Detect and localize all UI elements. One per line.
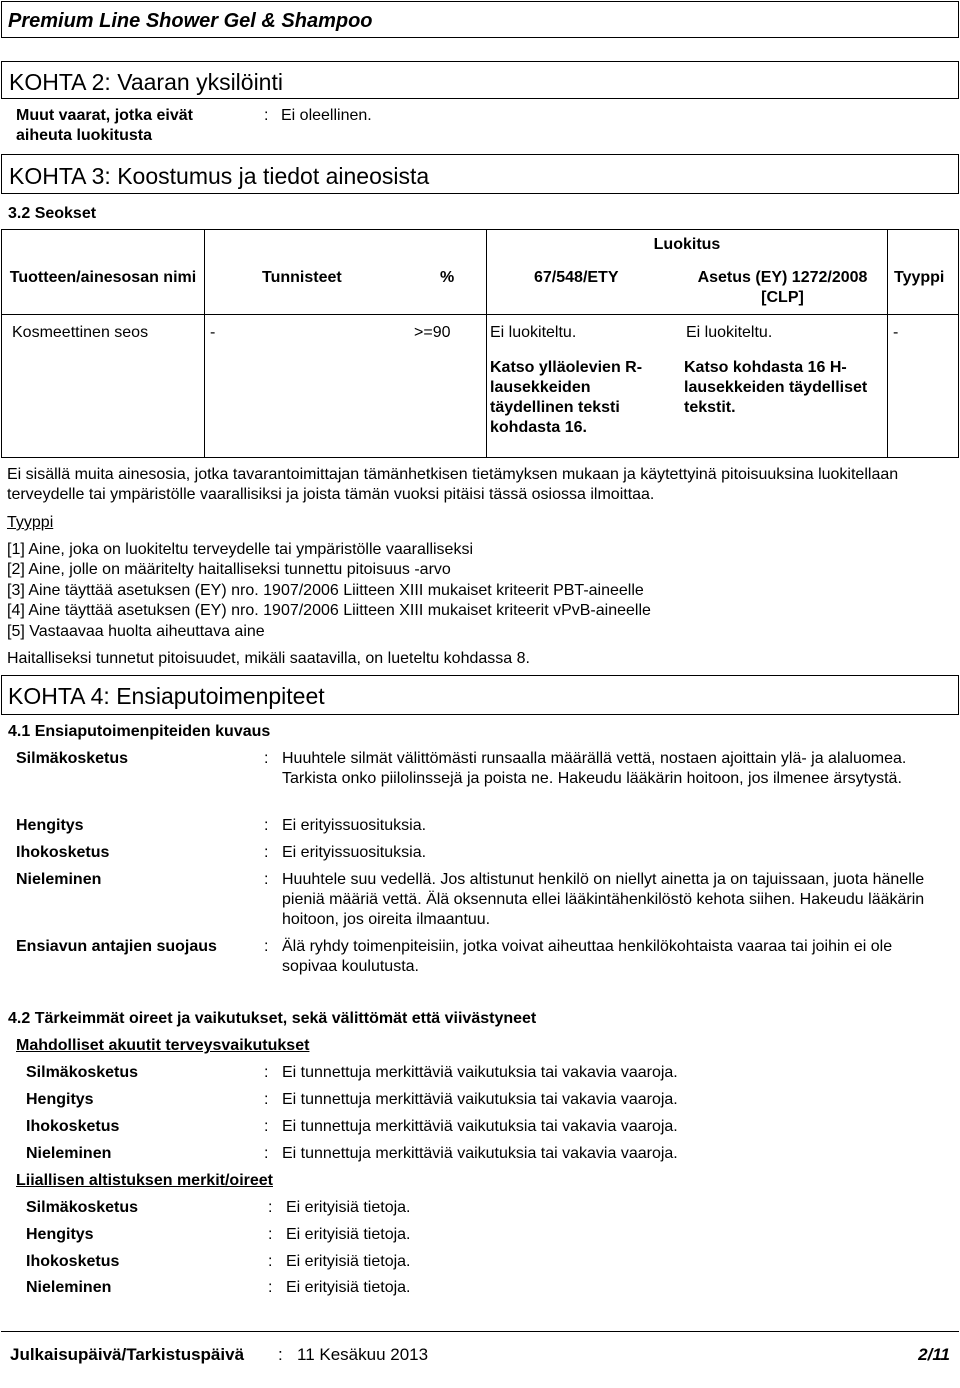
header-bar — [1, 1, 959, 38]
page-number: 2/11 — [918, 1345, 950, 1364]
type-list-item: [1] Aine, joka on luokiteltu terveydelle tai ympäristölle vaaralliseksi — [7, 541, 474, 558]
over-label-ingestion: Nieleminen — [26, 1279, 112, 1296]
acute-colon: : — [264, 1091, 269, 1108]
table-bottom-line — [1, 457, 959, 458]
acute-value-eye: Ei tunnettuja merkittäviä vaikutuksia tai vakavia vaaroja. — [282, 1064, 678, 1081]
type-list-item: [2] Aine, jolle on määritelty haitalliseksi tunnettu pitoisuus -arvo — [7, 561, 451, 578]
document-title: Premium Line Shower Gel & Shampoo — [8, 10, 373, 32]
other-hazards-colon: : — [264, 107, 269, 124]
section2-heading-box — [1, 61, 959, 99]
section4-2-subtitle: 4.2 Tärkeimmät oireet ja vaikutukset, sekä välittömät että viivästyneet — [8, 1010, 537, 1027]
firstaid-value-ingestion: Huuhtele suu vedellä. Jos altistunut henkilö on niellyt ainetta ja on tajuissaan, juota hänelle pieniä määriä vettä. Älä oksennuta ellei lääkintähenkilöstö kehota siihen. Hakeudu lääkärin hoitoon, jos oireita ilmaantuu. — [282, 871, 925, 928]
acute-value-ingestion: Ei tunnettuja merkittäviä vaikutuksia tai vakavia vaaroja. — [282, 1145, 678, 1162]
over-colon: : — [268, 1199, 273, 1216]
acute-value-skin: Ei tunnettuja merkittäviä vaikutuksia tai vakavia vaaroja. — [282, 1118, 678, 1135]
section3-title: KOHTA 3: Koostumus ja tiedot aineosista — [9, 163, 430, 189]
over-value-eye: Ei erityisiä tietoja. — [286, 1199, 411, 1216]
firstaid-value-eye: Huuhtele silmät välittömästi runsaalla määrällä vettä, nostaen ajoittain ylä- ja alaluomea. Tarkista onko piilolinssejä ja poista ne. Hakeudu lääkärin hoitoon, jos ilmenee ärsytystä. — [282, 750, 907, 787]
table-header-percent: % — [440, 269, 455, 286]
over-colon: : — [268, 1279, 273, 1296]
table-header-identifiers: Tunnisteet — [262, 269, 342, 286]
firstaid-colon: : — [264, 871, 269, 888]
section4-title: KOHTA 4: Ensiaputoimenpiteet — [8, 683, 325, 709]
acute-label-ingestion: Nieleminen — [26, 1145, 112, 1162]
overexposure-heading: Liiallisen altistuksen merkit/oireet — [16, 1172, 273, 1189]
footer-colon: : — [278, 1345, 283, 1364]
firstaid-label-rescuers: Ensiavun antajien suojaus — [16, 938, 217, 955]
table-note-clp: Katso kohdasta 16 H-lausekkeiden täydelliset tekstit. — [684, 359, 868, 416]
composition-paragraph: Ei sisällä muita ainesosia, jotka tavarantoimittajan tämänhetkisen tietämyksen mukaan ja käytettyinä pitoisuuksina luokitellaan terveydelle tai ympäristölle vaarallisiksi ja joista tämän vuoksi pitäisi tässä osiossa ilmoittaa. — [7, 466, 899, 503]
table-left-line — [1, 229, 2, 458]
firstaid-colon: : — [264, 844, 269, 861]
type-heading: Tyyppi — [7, 514, 54, 531]
firstaid-label-ingestion: Nieleminen — [16, 871, 102, 888]
type-list-item: [4] Aine täyttää asetuksen (EY) nro. 1907/2006 Liitteen XIII mukaiset kriteerit vPvB-aineelle — [7, 602, 651, 619]
acute-colon: : — [264, 1118, 269, 1135]
acute-effects-heading: Mahdolliset akuutit terveysvaikutukset — [16, 1037, 310, 1054]
table-header-name: Tuotteen/ainesosan nimi — [9, 269, 197, 286]
over-value-ingestion: Ei erityisiä tietoja. — [286, 1279, 411, 1296]
table-header-dsd: 67/548/ETY — [534, 269, 619, 286]
over-colon: : — [268, 1253, 273, 1270]
table-row-percent: >=90 — [414, 324, 451, 341]
over-label-eye: Silmäkosketus — [26, 1199, 139, 1216]
firstaid-value-inhalation: Ei erityissuosituksia. — [282, 817, 427, 834]
firstaid-value-skin: Ei erityissuosituksia. — [282, 844, 427, 861]
table-row-identifiers: - — [210, 324, 216, 341]
type-list-item: [3] Aine täyttää asetuksen (EY) nro. 1907/2006 Liitteen XIII mukaiset kriteerit PBT-aineelle — [7, 582, 644, 599]
table-header-type: Tyyppi — [894, 269, 945, 286]
table-right-line — [958, 229, 959, 458]
other-hazards-value: Ei oleellinen. — [281, 107, 372, 124]
limits-note: Haitalliseksi tunnetut pitoisuudet, mikäli saatavilla, on lueteltu kohdassa 8. — [7, 650, 530, 667]
over-value-skin: Ei erityisiä tietoja. — [286, 1253, 411, 1270]
table-row-clp: Ei luokiteltu. — [686, 324, 773, 341]
table-note-dsd: Katso ylläolevien R-lausekkeiden täydellinen teksti kohdasta 16. — [490, 359, 643, 436]
acute-colon: : — [264, 1064, 269, 1081]
acute-value-inhalation: Ei tunnettuja merkittäviä vaikutuksia tai vakavia vaaroja. — [282, 1091, 678, 1108]
over-colon: : — [268, 1226, 273, 1243]
table-row-name: Kosmeettinen seos — [12, 324, 149, 341]
table-col-divider — [204, 229, 205, 458]
section3-heading-box — [1, 154, 959, 194]
table-col-divider — [887, 229, 888, 458]
acute-label-inhalation: Hengitys — [26, 1091, 94, 1108]
firstaid-colon: : — [264, 938, 269, 955]
table-top-line — [1, 229, 959, 230]
acute-label-eye: Silmäkosketus — [26, 1064, 139, 1081]
firstaid-colon: : — [264, 817, 269, 834]
over-value-inhalation: Ei erityisiä tietoja. — [286, 1226, 411, 1243]
table-header-clp: Asetus (EY) 1272/2008 [CLP] — [697, 269, 868, 306]
table-header-classification: Luokitus — [653, 236, 721, 253]
section4-1-subtitle: 4.1 Ensiaputoimenpiteiden kuvaus — [8, 723, 271, 740]
table-row-type: - — [893, 324, 899, 341]
other-hazards-label: Muut vaarat, jotka eivät aiheuta luokitusta — [16, 107, 193, 144]
firstaid-value-rescuers: Älä ryhdy toimenpiteisiin, jotka voivat aiheuttaa henkilökohtaista vaaraa tai joihin ei ole sopivaa koulutusta. — [282, 938, 893, 975]
acute-colon: : — [264, 1145, 269, 1162]
section3-subtitle: 3.2 Seokset — [8, 205, 97, 222]
section2-title: KOHTA 2: Vaaran yksilöinti — [9, 69, 283, 95]
footer-rule — [1, 1331, 959, 1332]
firstaid-label-skin: Ihokosketus — [16, 844, 110, 861]
footer-date-label: Julkaisupäivä/Tarkistuspäivä — [10, 1345, 245, 1364]
over-label-inhalation: Hengitys — [26, 1226, 94, 1243]
section4-heading-box — [1, 675, 959, 715]
table-col-divider — [486, 229, 487, 458]
type-list-item: [5] Vastaavaa huolta aiheuttava aine — [7, 623, 265, 640]
footer-date: 11 Kesäkuu 2013 — [297, 1345, 429, 1364]
firstaid-colon: : — [264, 750, 269, 767]
firstaid-label-eye: Silmäkosketus — [16, 750, 129, 767]
firstaid-label-inhalation: Hengitys — [16, 817, 84, 834]
table-row-dsd: Ei luokiteltu. — [490, 324, 577, 341]
acute-label-skin: Ihokosketus — [26, 1118, 120, 1135]
table-header-divider — [1, 314, 959, 315]
over-label-skin: Ihokosketus — [26, 1253, 120, 1270]
